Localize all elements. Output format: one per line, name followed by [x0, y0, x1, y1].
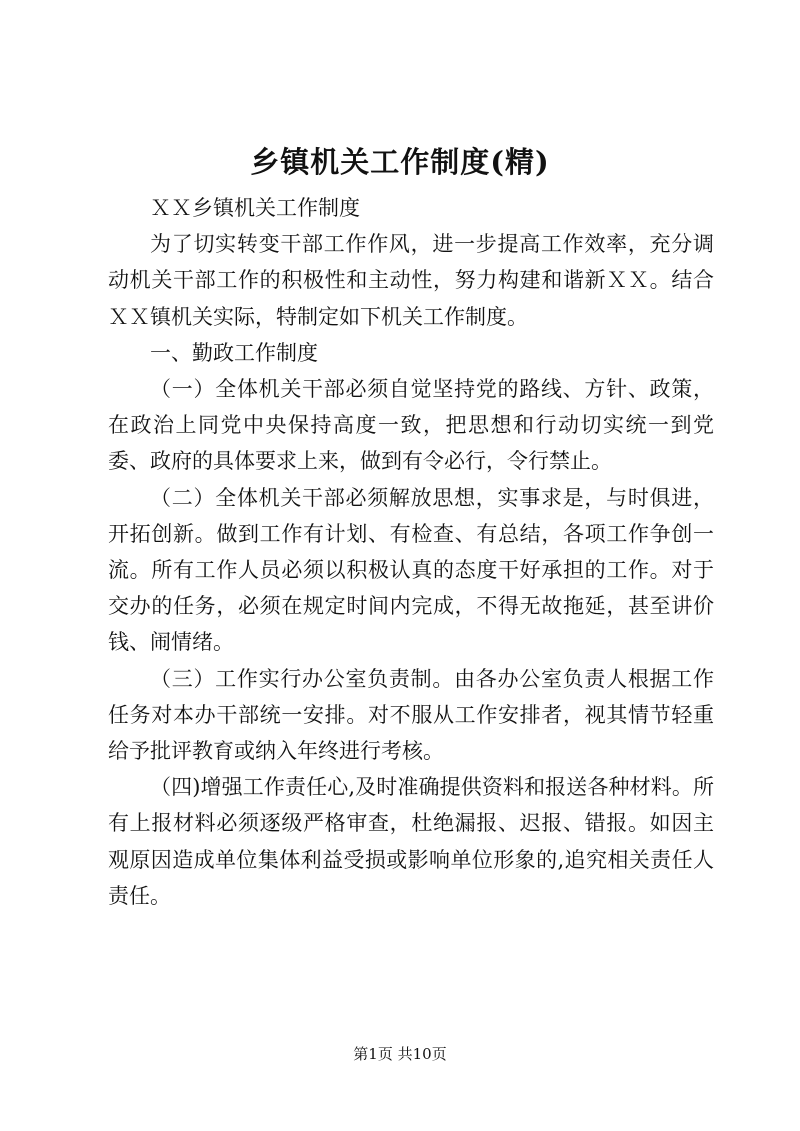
page-number-footer: 第1页 共10页: [353, 1045, 447, 1063]
paragraph-item-3: （三）工作实行办公室负责制。由各办公室负责人根据工作任务对本办干部统一安排。对不服从工作安排者，视其情节轻重给予批评教育或纳入年终进行考核。: [108, 666, 714, 764]
document-body: [108, 190, 714, 914]
section-heading-diligence: 一、勤政工作制度: [150, 340, 318, 365]
paragraph-item-4: （四)增强工作责任心,及时准确提供资料和报送各种材料。所有上报材料必须逐级严格审查，杜绝漏报、迟报、错报。如因主观原因造成单位集体利益受损或影响单位形象的,追究相关责任人责任。: [108, 775, 714, 908]
paragraph-intro: 为了切实转变干部工作作风，进一步提高工作效率，充分调动机关干部工作的积极性和主动性，努力构建和谐新ＸＸ。结合ＸＸ镇机关实际，特制定如下机关工作制度。: [108, 232, 714, 329]
paragraph-subtitle: ＸＸ乡镇机关工作制度: [150, 196, 360, 220]
paragraph-item-2: （二）全体机关干部必须解放思想，实事求是，与时俱进，开拓创新。做到工作有计划、有检查、有总结，各项工作争创一流。所有工作人员必须以积极认真的态度干好承担的工作。对于交办的任务，必须在规定时间内完成，不得无故拖延，甚至讲价钱、闹情绪。: [108, 485, 714, 655]
paragraph-item-1: （一）全体机关干部必须自觉坚持党的路线、方针、政策，在政治上同党中央保持高度一致，把思想和行动切实统一到党委、政府的具体要求上来，做到有令必行，令行禁止。: [108, 377, 714, 474]
document-title: 乡镇机关工作制度(精): [250, 145, 550, 179]
